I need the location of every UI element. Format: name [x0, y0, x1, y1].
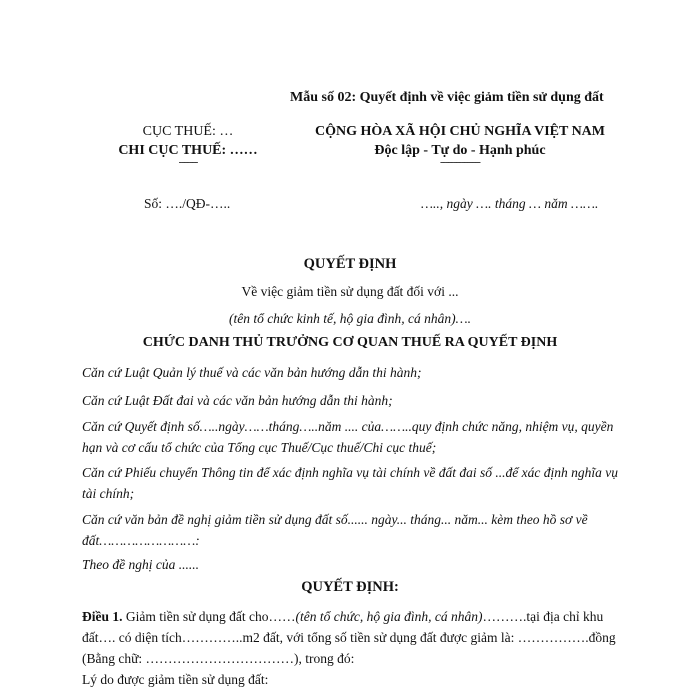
- article-1-text-italic: (tên tổ chức, hộ gia đình, cá nhân): [295, 609, 483, 624]
- basis-5: Căn cứ văn bản đề nghị giảm tiền sử dụng đất số...... ngày... tháng... năm... kèm theo hồ sơ về đất……………………:: [82, 512, 588, 548]
- basis-2: Căn cứ Luật Đất đai và các văn bản hướng dẫn thi hành;: [82, 393, 393, 408]
- place-date: ….., ngày …. tháng … năm …….: [421, 196, 599, 211]
- basis-4: Căn cứ Phiếu chuyển Thông tin để xác định nghĩa vụ tài chính về đất đai số ...để xác định nghĩa vụ tài chính;: [82, 465, 619, 501]
- authority-title: CHỨC DANH THỦ TRƯỞNG CƠ QUAN THUẾ RA QUYẾT ĐỊNH: [142, 335, 558, 350]
- basis-3: Căn cứ Quyết định số…..ngày……tháng…..năm .... của……..quy định chức năng, nhiệm vụ, quyền hạn và cơ cấu tổ chức của Tổng cục Thuế/Cục thuế/Chi cục thuế;: [82, 419, 614, 455]
- article-1-label: Điều 1.: [82, 609, 123, 624]
- agency-separator: -------: [178, 156, 198, 168]
- form-label: Mẫu số 02: Quyết định về việc giảm tiền sử dụng đất: [290, 90, 604, 105]
- decision-title: QUYẾT ĐỊNH: [303, 256, 397, 272]
- decision-heading: QUYẾT ĐỊNH:: [301, 579, 399, 595]
- decision-subject: Về việc giảm tiền sử dụng đất đối với ...: [241, 284, 459, 299]
- agency-line2: CHI CỤC THUẾ: ……: [118, 143, 258, 158]
- reason-label: Lý do được giảm tiền sử dụng đất:: [82, 672, 269, 687]
- doc-number: Số: …./QĐ-…..: [144, 196, 231, 211]
- article-1-text-b: ……….tại địa chỉ khu đất…. có diện tích…………..m2 đất, với tổng số tiền sử dụng đất được giảm là: …………….đồng (Bằng chữ: ……………………………), trong đó:: [82, 609, 616, 666]
- nation-separator: ---------------: [440, 156, 480, 168]
- nation-title: CỘNG HÒA XÃ HỘI CHỦ NGHĨA VIỆT NAM: [314, 124, 605, 139]
- basis-1: Căn cứ Luật Quản lý thuế và các văn bản hướng dẫn thi hành;: [82, 365, 422, 380]
- nation-motto: Độc lập - Tự do - Hạnh phúc: [374, 143, 546, 158]
- basis-6: Theo đề nghị của ......: [82, 557, 199, 572]
- agency-line1: CỤC THUẾ: …: [142, 124, 234, 139]
- article-1-text-a: Giảm tiền sử dụng đất cho……: [122, 609, 296, 624]
- article-1: [82, 606, 624, 669]
- decision-subject-note: (tên tổ chức kinh tế, hộ gia đình, cá nhân)….: [228, 311, 472, 326]
